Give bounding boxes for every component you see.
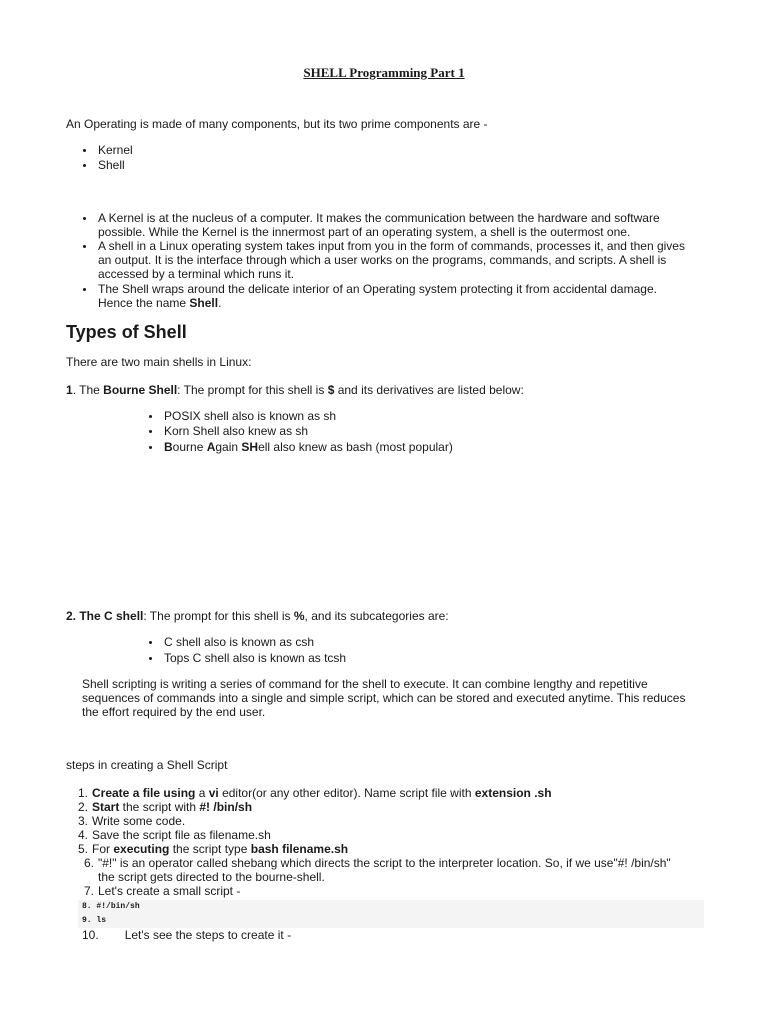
bold-text: SH [241, 440, 259, 454]
bold-text: Start [92, 800, 120, 814]
step-number: 9. [82, 916, 92, 925]
list-item [77, 828, 271, 842]
list-item: Korn Shell also knew as sh [164, 424, 309, 438]
text-line: Shell scripting is writing a series of command for the shell to execute. It can combine lengthy and repetitive [82, 677, 648, 691]
text-fragment: : The prompt for this shell is [143, 609, 294, 623]
section-heading: Types of Shell [66, 322, 187, 342]
text-line: the script gets directed to the bourne-shell. [98, 870, 325, 884]
intro-paragraph: An Operating is made of many components, but its two prime components are - [66, 117, 488, 131]
bold-text: 1 [66, 383, 73, 397]
text-fragment: . [218, 296, 222, 310]
bold-text: #! /bin/sh [199, 800, 253, 814]
text-fragment: : The prompt for this shell is [177, 383, 328, 397]
list-item [77, 800, 253, 814]
bold-text: bash filename.sh [250, 842, 349, 856]
bold-text: Bourne Shell [103, 383, 178, 397]
step-number: 10. [82, 928, 99, 942]
code-text: #!/bin/sh [96, 902, 140, 911]
text-fragment: gain [215, 440, 242, 454]
list-item [83, 856, 671, 884]
bold-text: 2. The C shell [66, 609, 144, 623]
text-line: an output. It is the interface through which a user works on the programs, commands, and scripts. A shell is [98, 253, 667, 267]
text-line: A Kernel is at the nucleus of a computer. It makes the communication between the hardware and software [98, 211, 660, 225]
list-item [83, 884, 241, 898]
text-fragment: the script with [119, 800, 200, 814]
text-line: Hence the name [98, 296, 190, 310]
text-fragment: . The [72, 383, 104, 397]
text-line: A shell in a Linux operating system takes input from you in the form of commands, processes it, and then gives [98, 239, 685, 253]
list-item [164, 440, 453, 454]
scripting-paragraph [82, 677, 685, 719]
text-fragment: and its derivatives are listed below: [334, 383, 524, 397]
bold-text: B [164, 440, 173, 454]
text-fragment: editor(or any other editor). Name script file with [218, 786, 475, 800]
bold-text: Shell [189, 296, 219, 310]
c-shell-heading [66, 609, 449, 623]
step-number: 4. [77, 828, 88, 842]
text-line: possible. While the Kernel is the innermost part of an operating system, a shell is the outermost one. [98, 225, 631, 239]
step-number: 5. [77, 842, 88, 856]
list-item [77, 814, 186, 828]
text-line: The Shell wraps around the delicate interior of an Operating system protecting it from accidental damage. [98, 282, 657, 296]
step-number: 1. [77, 786, 88, 800]
text-fragment: Save the script file as filename.sh [92, 828, 271, 842]
list-item [82, 928, 291, 942]
step-number: 6. [83, 856, 94, 870]
text-fragment: For [92, 842, 114, 856]
step-number: 8. [82, 902, 92, 911]
text-fragment: ourne [172, 440, 207, 454]
list-item [98, 282, 657, 310]
code-block [78, 900, 704, 928]
paragraph: There are two main shells in Linux: [66, 355, 252, 369]
code-text: ls [96, 916, 107, 925]
text-fragment: a [195, 786, 209, 800]
bold-text: vi [208, 786, 219, 800]
list-item [77, 786, 552, 800]
bold-text: executing [113, 842, 170, 856]
bold-text: $ [327, 383, 335, 397]
text-line: sequences of commands into a single and simple script, which can be stored and executed anytime. This reduces [82, 691, 686, 705]
step-number: 2. [77, 800, 88, 814]
step-number: 3. [77, 814, 88, 828]
bold-text: Create a file using [92, 786, 196, 800]
list-item [77, 842, 349, 856]
list-item [98, 239, 685, 281]
bold-text: % [293, 609, 305, 623]
list-item: Kernel [98, 143, 133, 157]
text-fragment: Write some code. [92, 814, 186, 828]
text-fragment: the script type [169, 842, 251, 856]
text-fragment: ell also knew as bash (most popular) [258, 440, 453, 454]
step-number: 7. [83, 884, 94, 898]
text-fragment: Let's see the steps to create it - [124, 928, 292, 942]
text-fragment: , and its subcategories are: [304, 609, 449, 623]
list-item: Shell [98, 158, 125, 172]
list-item: C shell also is known as csh [164, 635, 315, 649]
text-fragment: Let's create a small script - [98, 884, 241, 898]
list-item: Tops C shell also is known as tcsh [164, 651, 347, 665]
list-item [98, 211, 660, 239]
document-title: SHELL Programming Part 1 [303, 65, 465, 80]
bold-text: extension .sh [474, 786, 552, 800]
code-line [82, 902, 140, 912]
text-line: "#!" is an operator called shebang which directs the script to the interpreter location. So, if we use"#! /bin/sh" [98, 856, 671, 870]
text-line: the effort required by the end user. [82, 705, 266, 719]
code-line [82, 916, 106, 926]
bold-text: A [206, 440, 216, 454]
text-line: accessed by a terminal which runs it. [98, 267, 295, 281]
bourne-shell-heading [66, 383, 524, 397]
list-item: POSIX shell also is known as sh [164, 409, 337, 423]
steps-heading: steps in creating a Shell Script [66, 758, 228, 772]
